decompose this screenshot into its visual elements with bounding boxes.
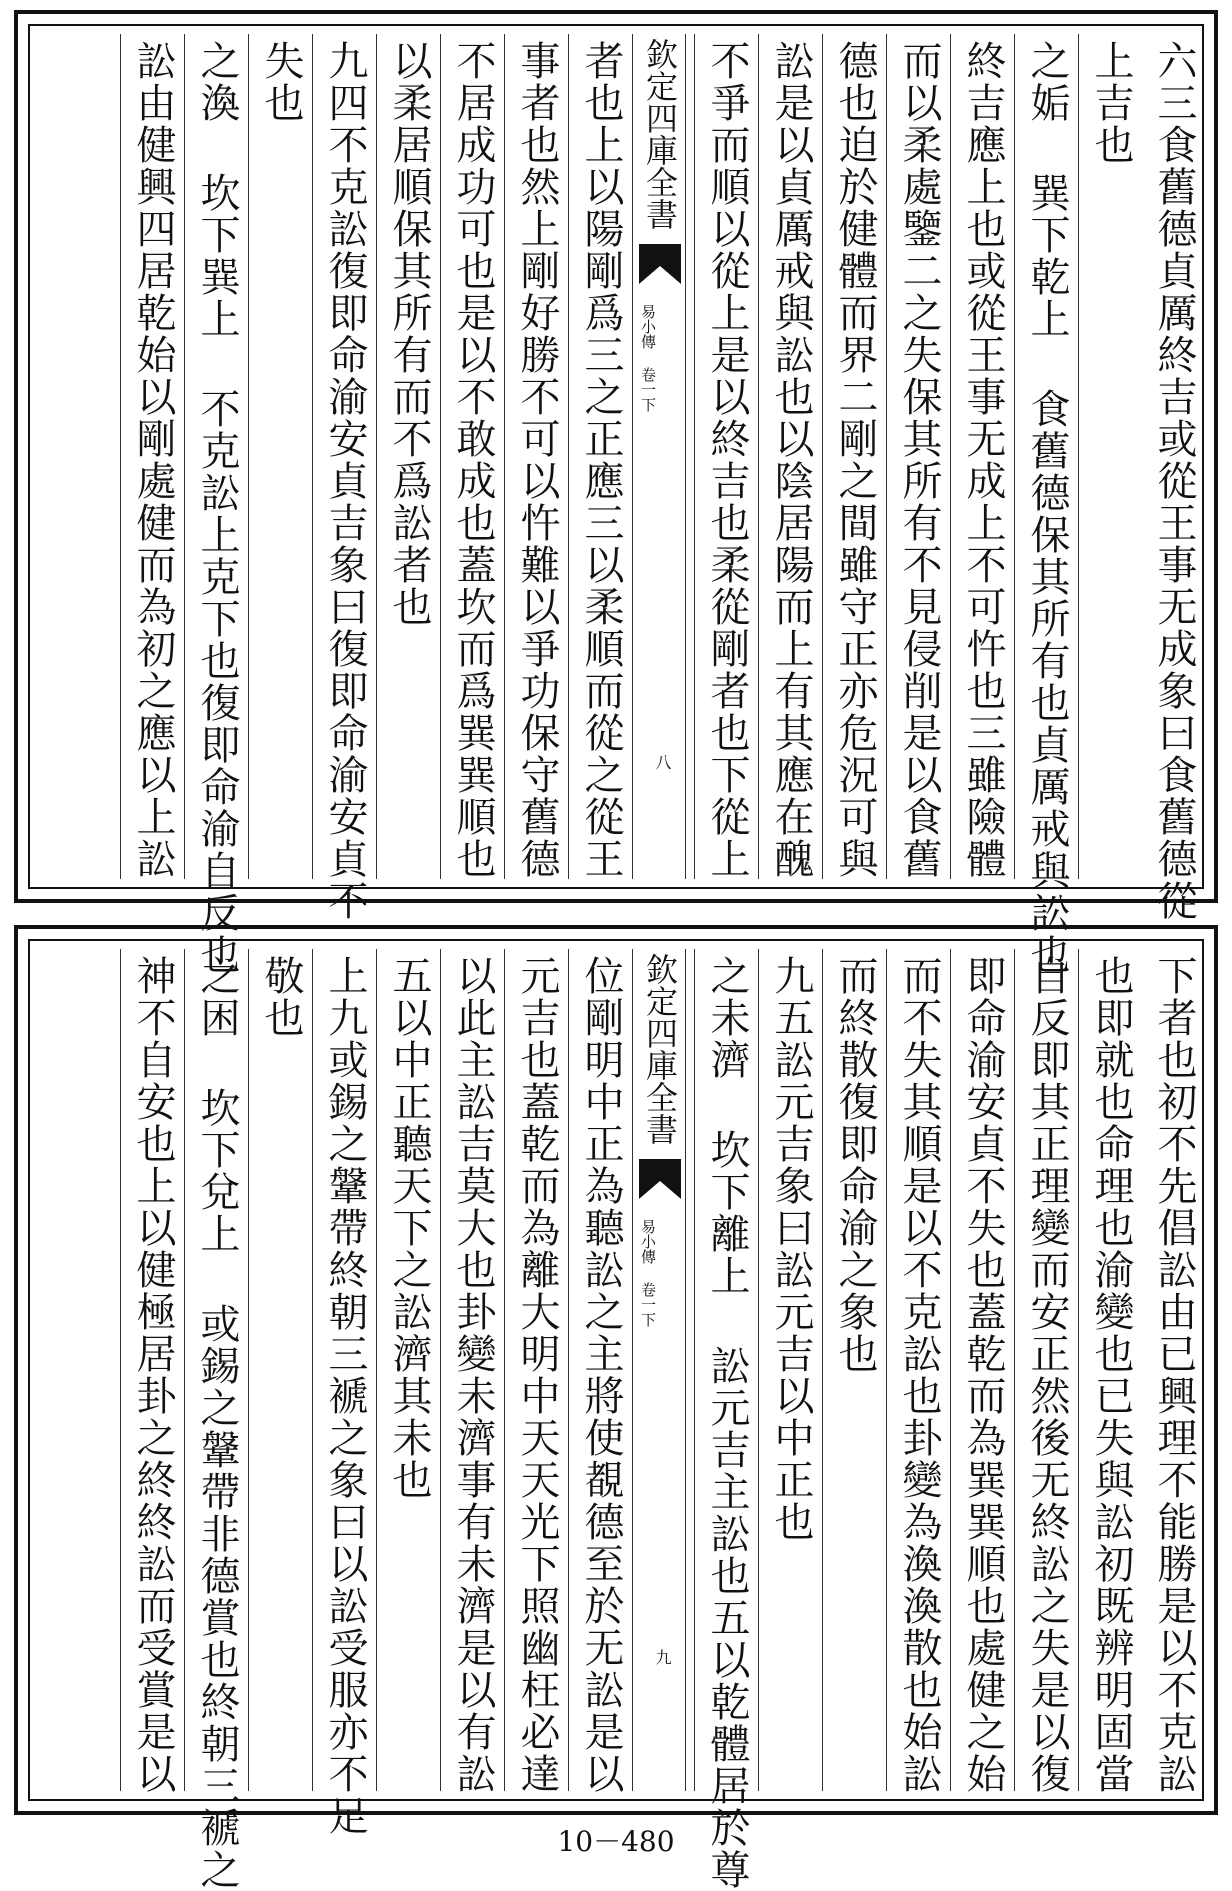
column-text: 之姤 巽下乾上 食舊德保其所有也貞厲戒與訟也 — [1024, 40, 1070, 976]
catalog-number: 10－480 — [557, 1825, 675, 1858]
page-top — [14, 10, 1218, 976]
column-text: 事者也然上剛好勝不可以忤難以爭功保守舊德 — [514, 40, 560, 880]
column-text: 而不失其順是以不克訟也卦變為渙渙散也始訟 — [896, 955, 942, 1795]
text-column — [950, 949, 1014, 1795]
column-text: 敬也 — [258, 955, 304, 1039]
column-text: 之渙 坎下巽上 不克訟上克下也復即命渝自反也 — [194, 40, 240, 976]
column-text: 以此主訟吉莫大也卦變未濟事有未濟是以有訟 — [450, 955, 496, 1795]
column-text: 訟由健興四居乾始以剛處健而為初之應以上訟 — [130, 40, 176, 880]
text-column — [440, 34, 504, 879]
text-column — [886, 949, 950, 1795]
column-text: 失也 — [258, 40, 304, 124]
text-column — [248, 34, 312, 879]
text-column — [440, 949, 504, 1795]
text-column — [758, 34, 822, 879]
column-text: 也即就也命理也渝變也已失與訟初既辨明固當 — [1088, 955, 1134, 1795]
text-column — [504, 949, 568, 1795]
text-column — [120, 34, 184, 879]
column-text: 即命渝安貞不失也蓋乾而為巽巽順也處健之始 — [960, 955, 1006, 1795]
text-column — [950, 34, 1014, 879]
column-text: 下者也初不先倡訟由已興理不能勝是以不克訟 — [1151, 955, 1197, 1795]
center-fold — [632, 34, 686, 879]
column-text: 五以中正聽天下之訟濟其未也 — [386, 955, 432, 1501]
text-column — [376, 34, 440, 879]
column-text: 九四不克訟復即命渝安貞吉象曰復即命渝安貞不 — [322, 40, 368, 922]
book-title: 欽定四庫全書 — [641, 38, 679, 230]
column-text: 神不自安也上以健極居卦之終終訟而受賞是以 — [130, 955, 176, 1795]
column-text: 不爭而順以從上是以終吉也柔從剛者也下從上 — [704, 40, 750, 880]
fish-tail-mark — [639, 244, 681, 284]
text-column — [568, 34, 632, 879]
text-column — [694, 34, 758, 879]
column-text: 上吉也 — [1088, 40, 1134, 166]
text-column — [886, 34, 950, 879]
text-column — [184, 34, 248, 976]
page-number: 八 — [653, 754, 672, 770]
volume-label: 易小傳 卷一下 — [639, 1219, 657, 1327]
text-column — [568, 949, 632, 1795]
column-text: 而終散復即命渝之象也 — [832, 955, 878, 1375]
column-text: 自反即其正理變而安正然後无終訟之失是以復 — [1024, 955, 1070, 1795]
column-text: 九五訟元吉象曰訟元吉以中正也 — [768, 955, 814, 1543]
column-text: 上九或錫之鞶帶終朝三褫之象曰以訟受服亦不足 — [322, 955, 368, 1837]
text-column — [822, 34, 886, 879]
text-column — [120, 949, 184, 1795]
text-column — [1014, 949, 1078, 1795]
text-column — [1078, 949, 1142, 1795]
column-text: 六三食舊德貞厲終吉或從王事无成象曰食舊德從 — [1151, 40, 1197, 922]
column-text: 元吉也蓋乾而為離大明中天天光下照幽枉必達 — [514, 955, 560, 1795]
text-column — [1078, 34, 1142, 879]
text-column — [694, 949, 758, 1891]
page-top-frame — [28, 24, 1204, 976]
text-column — [504, 34, 568, 879]
column-text: 德也迫於健體而界二剛之間雖守正亦危況可與 — [832, 40, 878, 880]
text-column — [1142, 34, 1206, 922]
text-column — [758, 949, 822, 1791]
volume-label: 易小傳 卷一下 — [639, 304, 657, 412]
text-column — [1142, 949, 1206, 1795]
text-column — [312, 34, 376, 922]
center-fold — [632, 949, 686, 1791]
column-text: 不居成功可也是以不敢成也蓋坎而爲巽巽順也 — [450, 40, 496, 880]
text-column — [1014, 34, 1078, 976]
text-column — [248, 949, 312, 1791]
text-column — [184, 949, 248, 1891]
page-number: 九 — [653, 1649, 672, 1665]
fish-tail-mark — [639, 1159, 681, 1199]
column-text: 者也上以陽剛爲三之正應三以柔順而從之從王 — [578, 40, 624, 880]
column-text: 訟是以貞厲戒與訟也以陰居陽而上有其應在醜 — [768, 40, 814, 880]
text-column — [312, 949, 376, 1837]
column-text: 以柔居順保其所有而不爲訟者也 — [386, 40, 432, 628]
text-column — [376, 949, 440, 1791]
column-text: 位剛明中正為聽訟之主將使覩德至於无訟是以 — [578, 955, 624, 1795]
column-text: 終吉應上也或從王事无成上不可忤也三雖險體 — [960, 40, 1006, 880]
column-text: 之未濟 坎下離上 訟元吉主訟也五以乾體居於尊 — [704, 955, 750, 1891]
text-column — [822, 949, 886, 1791]
book-title: 欽定四庫全書 — [641, 953, 679, 1145]
column-text: 而以柔處鑒二之失保其所有不見侵削是以食舊 — [896, 40, 942, 880]
column-text: 之困 坎下兌上 或錫之鞶帶非德賞也終朝三褫之 — [194, 955, 240, 1891]
